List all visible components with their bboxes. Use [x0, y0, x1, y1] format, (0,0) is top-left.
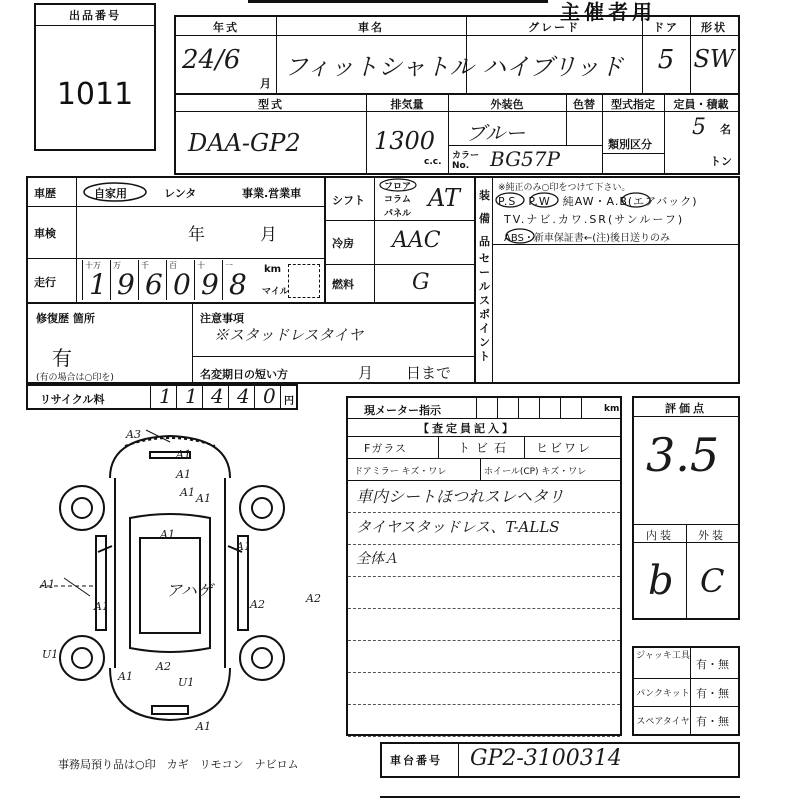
mileage-digit-label: 十万 — [85, 261, 101, 270]
comment-ruled-line — [348, 640, 620, 641]
door-label: ドア — [653, 21, 679, 34]
change-day-unit: 日まで — [406, 364, 452, 382]
tools-spare-value: 有・無 — [696, 715, 729, 728]
recycle-digit: 0 — [263, 384, 276, 408]
history-option-business: 事業.営業車 — [242, 187, 302, 200]
damage-mark: A2 — [250, 598, 265, 611]
meter-cell-divider — [539, 398, 540, 418]
capacity-unit: 名 — [720, 123, 731, 136]
model-name: フィットシャトル — [284, 53, 474, 81]
mileage-digit-cell — [82, 260, 111, 300]
inspector-title: 【査定員記入】 — [418, 422, 516, 435]
ac-label: 冷房 — [332, 237, 354, 250]
comment-ruled-line — [348, 736, 620, 737]
damage-mark: A2 — [156, 660, 171, 673]
history-circle — [82, 181, 148, 203]
chassis-label: 車台番号 — [390, 754, 442, 767]
mirror-label: ドアミラー キズ・ワレ — [354, 467, 447, 477]
comment-ruled-line — [348, 512, 620, 513]
interior-value: b — [648, 558, 674, 604]
recycle-digit-cell — [254, 386, 281, 408]
damage-mark: U1 — [42, 648, 59, 661]
inspection-label: 車検 — [34, 227, 56, 240]
color-change-label: 色替 — [573, 98, 595, 111]
comment-ruled-line — [348, 544, 620, 545]
meter-cell-divider — [581, 398, 582, 418]
ext-color-label: 外装色 — [490, 98, 524, 111]
footer-note: 事務局預り品は○印 カギ リモコン ナビロム — [58, 758, 299, 771]
year-value: 24/6 — [182, 45, 241, 75]
mileage-digit-label: 十 — [197, 261, 205, 270]
damage-mark: A1 — [180, 486, 195, 499]
recycle-box — [26, 384, 298, 410]
lot-number-label: 出品番号 — [69, 9, 121, 22]
equipment-box — [474, 176, 740, 384]
repair-value: 有 — [52, 346, 72, 370]
equipment-line3: ABS・新車保証書←(注)後日送りのみ — [504, 233, 671, 244]
change-label: 名変期日の短い方 — [200, 368, 288, 381]
repair-note: (有の場合は○印を) — [36, 373, 114, 383]
meter-cell-divider — [560, 398, 561, 418]
damage-mark: A3 — [126, 428, 141, 441]
fuel-label: 燃料 — [332, 278, 354, 291]
score-box — [632, 396, 740, 620]
mileage-digit: 9 — [117, 268, 135, 301]
mileage-label: 走行 — [34, 276, 56, 289]
hibiware-label: ヒビワレ — [536, 441, 593, 455]
chassis-value: GP2-3100314 — [470, 746, 622, 771]
comment-1: 車内シートほつれスレヘタリ — [356, 487, 565, 506]
equipment-note: ※純正のみ○印をつけて下さい。 — [498, 183, 631, 193]
damage-mark: A1 — [236, 540, 251, 553]
mechanics-box — [324, 176, 476, 304]
shape-label: 形状 — [701, 21, 727, 34]
recycle-digit-cell — [150, 386, 177, 408]
tools-puncture-label: パンクキット — [636, 689, 690, 699]
recycle-digit: 1 — [159, 384, 172, 408]
bottom-line — [380, 796, 740, 798]
cc-unit: c.c. — [424, 157, 442, 167]
mileage-digit-cell — [222, 260, 251, 300]
km-unit: km — [264, 264, 282, 275]
recycle-digit: 4 — [211, 384, 224, 408]
class-label: 類別区分 — [608, 138, 652, 151]
recycle-digit: 4 — [237, 384, 250, 408]
chassis-box — [380, 742, 740, 778]
score-label: 評価点 — [665, 402, 707, 415]
score-value: 3.5 — [646, 428, 720, 482]
repair-notes-box — [26, 302, 476, 384]
tools-jack-value: 有・無 — [696, 658, 729, 671]
inspection-month-unit: 月 — [260, 225, 277, 245]
shift-circle — [378, 177, 418, 193]
grade-label: グレード — [528, 21, 580, 34]
color-value: ブルー — [466, 121, 526, 145]
comment-ruled-line — [348, 576, 620, 577]
damage-mark: A2 — [306, 592, 321, 605]
repair-label: 修復歴 箇所 — [36, 312, 95, 325]
recycle-label: リサイクル料 — [40, 393, 105, 406]
capacity-value: 5 — [692, 115, 706, 140]
damage-mark: A1 — [160, 528, 175, 541]
maker-label: 車名 — [358, 21, 384, 34]
lot-number-box — [34, 3, 156, 151]
color-no-value: BG57P — [490, 147, 560, 171]
meter-cell-divider — [497, 398, 498, 418]
mileage-digit: 8 — [229, 268, 247, 301]
inspection-year-unit: 年 — [188, 225, 205, 245]
equipment-line1: P.S P.W 純AW・A.B(エアバック) — [498, 195, 698, 208]
type-value: DAA-GP2 — [188, 129, 301, 157]
meter-label: 現メーター指示 — [364, 404, 441, 417]
shift-option-floor: フロア — [384, 182, 412, 192]
tools-jack-label: ジャッキ工具 — [636, 651, 690, 661]
mileage-digit-cell — [194, 260, 223, 300]
displacement-label: 排気量 — [390, 98, 424, 111]
shift-option-column: コラム — [384, 195, 411, 205]
history-box — [26, 176, 326, 304]
mile-unit: マイル — [262, 287, 289, 297]
mileage-digit-label: 千 — [141, 261, 149, 270]
load-unit: トン — [710, 155, 732, 168]
history-option-private: 自家用 — [94, 187, 127, 200]
damage-mark: U1 — [178, 676, 195, 689]
displacement-value: 1300 — [374, 127, 436, 155]
shift-value: AT — [428, 184, 461, 212]
mileage-digit-cell — [110, 260, 139, 300]
shape-value: SW — [693, 45, 735, 73]
spec-box — [174, 93, 740, 175]
comment-ruled-line — [348, 608, 620, 609]
notes-value: ※スタッドレスタイヤ — [214, 326, 364, 344]
capacity-label: 定員・積載 — [673, 98, 729, 111]
inspector-box — [346, 396, 622, 736]
doors-value: 5 — [657, 45, 675, 75]
mileage-digit-cell — [166, 260, 195, 300]
recycle-unit: 円 — [284, 396, 294, 407]
equipment-label: 装備品 — [479, 189, 490, 248]
history-option-rental: レンタ — [164, 187, 197, 200]
km-check-box — [288, 264, 320, 298]
meter-cell-divider — [518, 398, 519, 418]
recycle-digit-cell — [228, 386, 255, 408]
lot-number-value: 1011 — [56, 77, 134, 112]
comment-3: 全体Ａ — [356, 551, 398, 567]
tools-spare-label: スペアタイヤ — [636, 717, 690, 727]
fuel-value: G — [412, 270, 430, 295]
sales-point-label: セールスポイント — [479, 252, 490, 363]
ac-value: AAC — [392, 228, 441, 253]
top-banner: 主催者用 — [560, 0, 656, 24]
grade-value: ハイブリッド — [482, 53, 624, 81]
mileage-digit: 9 — [201, 268, 219, 301]
f-glass-label: Fガラス — [364, 442, 407, 455]
tools-puncture-value: 有・無 — [696, 687, 729, 700]
recycle-digit: 1 — [185, 384, 198, 408]
mileage-digit: 1 — [89, 268, 107, 301]
comment-ruled-line — [348, 672, 620, 673]
top-banner-line — [248, 0, 548, 3]
recycle-digit-cell — [176, 386, 203, 408]
mileage-digit-label: 百 — [169, 261, 177, 270]
change-month-unit: 月 — [358, 364, 374, 382]
interior-label: 内装 — [646, 529, 674, 542]
damage-mark: A1 — [118, 670, 133, 683]
damage-mark: A1 — [176, 448, 191, 461]
shift-option-panel: パネル — [384, 209, 412, 219]
year-label: 年式 — [213, 21, 239, 34]
tools-box — [632, 646, 740, 736]
mileage-digit-label: 一 — [225, 261, 233, 270]
exterior-label: 外装 — [698, 529, 726, 542]
designation-label: 型式指定 — [611, 98, 655, 111]
mileage-digit: 6 — [145, 268, 163, 301]
month-unit: 月 — [260, 77, 271, 90]
meter-km-unit: km — [604, 404, 620, 414]
recycle-digit-cell — [202, 386, 229, 408]
mileage-digit-label: 万 — [113, 261, 121, 270]
damage-mark: A1 — [176, 468, 191, 481]
damage-mark: A1 — [40, 578, 55, 591]
history-label: 車歴 — [34, 187, 56, 200]
meter-cell-divider — [476, 398, 477, 418]
exterior-value: C — [700, 562, 725, 600]
diagram-center-note: アハゲ — [166, 581, 213, 600]
mileage-digit: 0 — [173, 268, 191, 301]
color-no-label: カラーNo. — [452, 151, 480, 171]
comment-ruled-line — [348, 704, 620, 705]
equipment-line2: TV.ナビ.カワ.SR(サンルーフ) — [504, 213, 685, 226]
notes-label: 注意事項 — [200, 312, 244, 325]
header-box — [174, 15, 740, 95]
mileage-digit-cell — [138, 260, 167, 300]
wheel-label: ホイール(CP) キズ・ワレ — [484, 467, 587, 477]
tobiishi-label: トビ石 — [458, 441, 513, 455]
shift-label: シフト — [332, 194, 365, 207]
damage-mark: A1 — [196, 720, 211, 733]
equipment-circles — [476, 178, 736, 248]
damage-mark: A1 — [196, 492, 211, 505]
damage-mark: A1 — [94, 600, 109, 613]
comment-2: タイヤスタッドレス、T-ALLS — [356, 518, 560, 536]
type-label: 型式 — [258, 98, 284, 111]
